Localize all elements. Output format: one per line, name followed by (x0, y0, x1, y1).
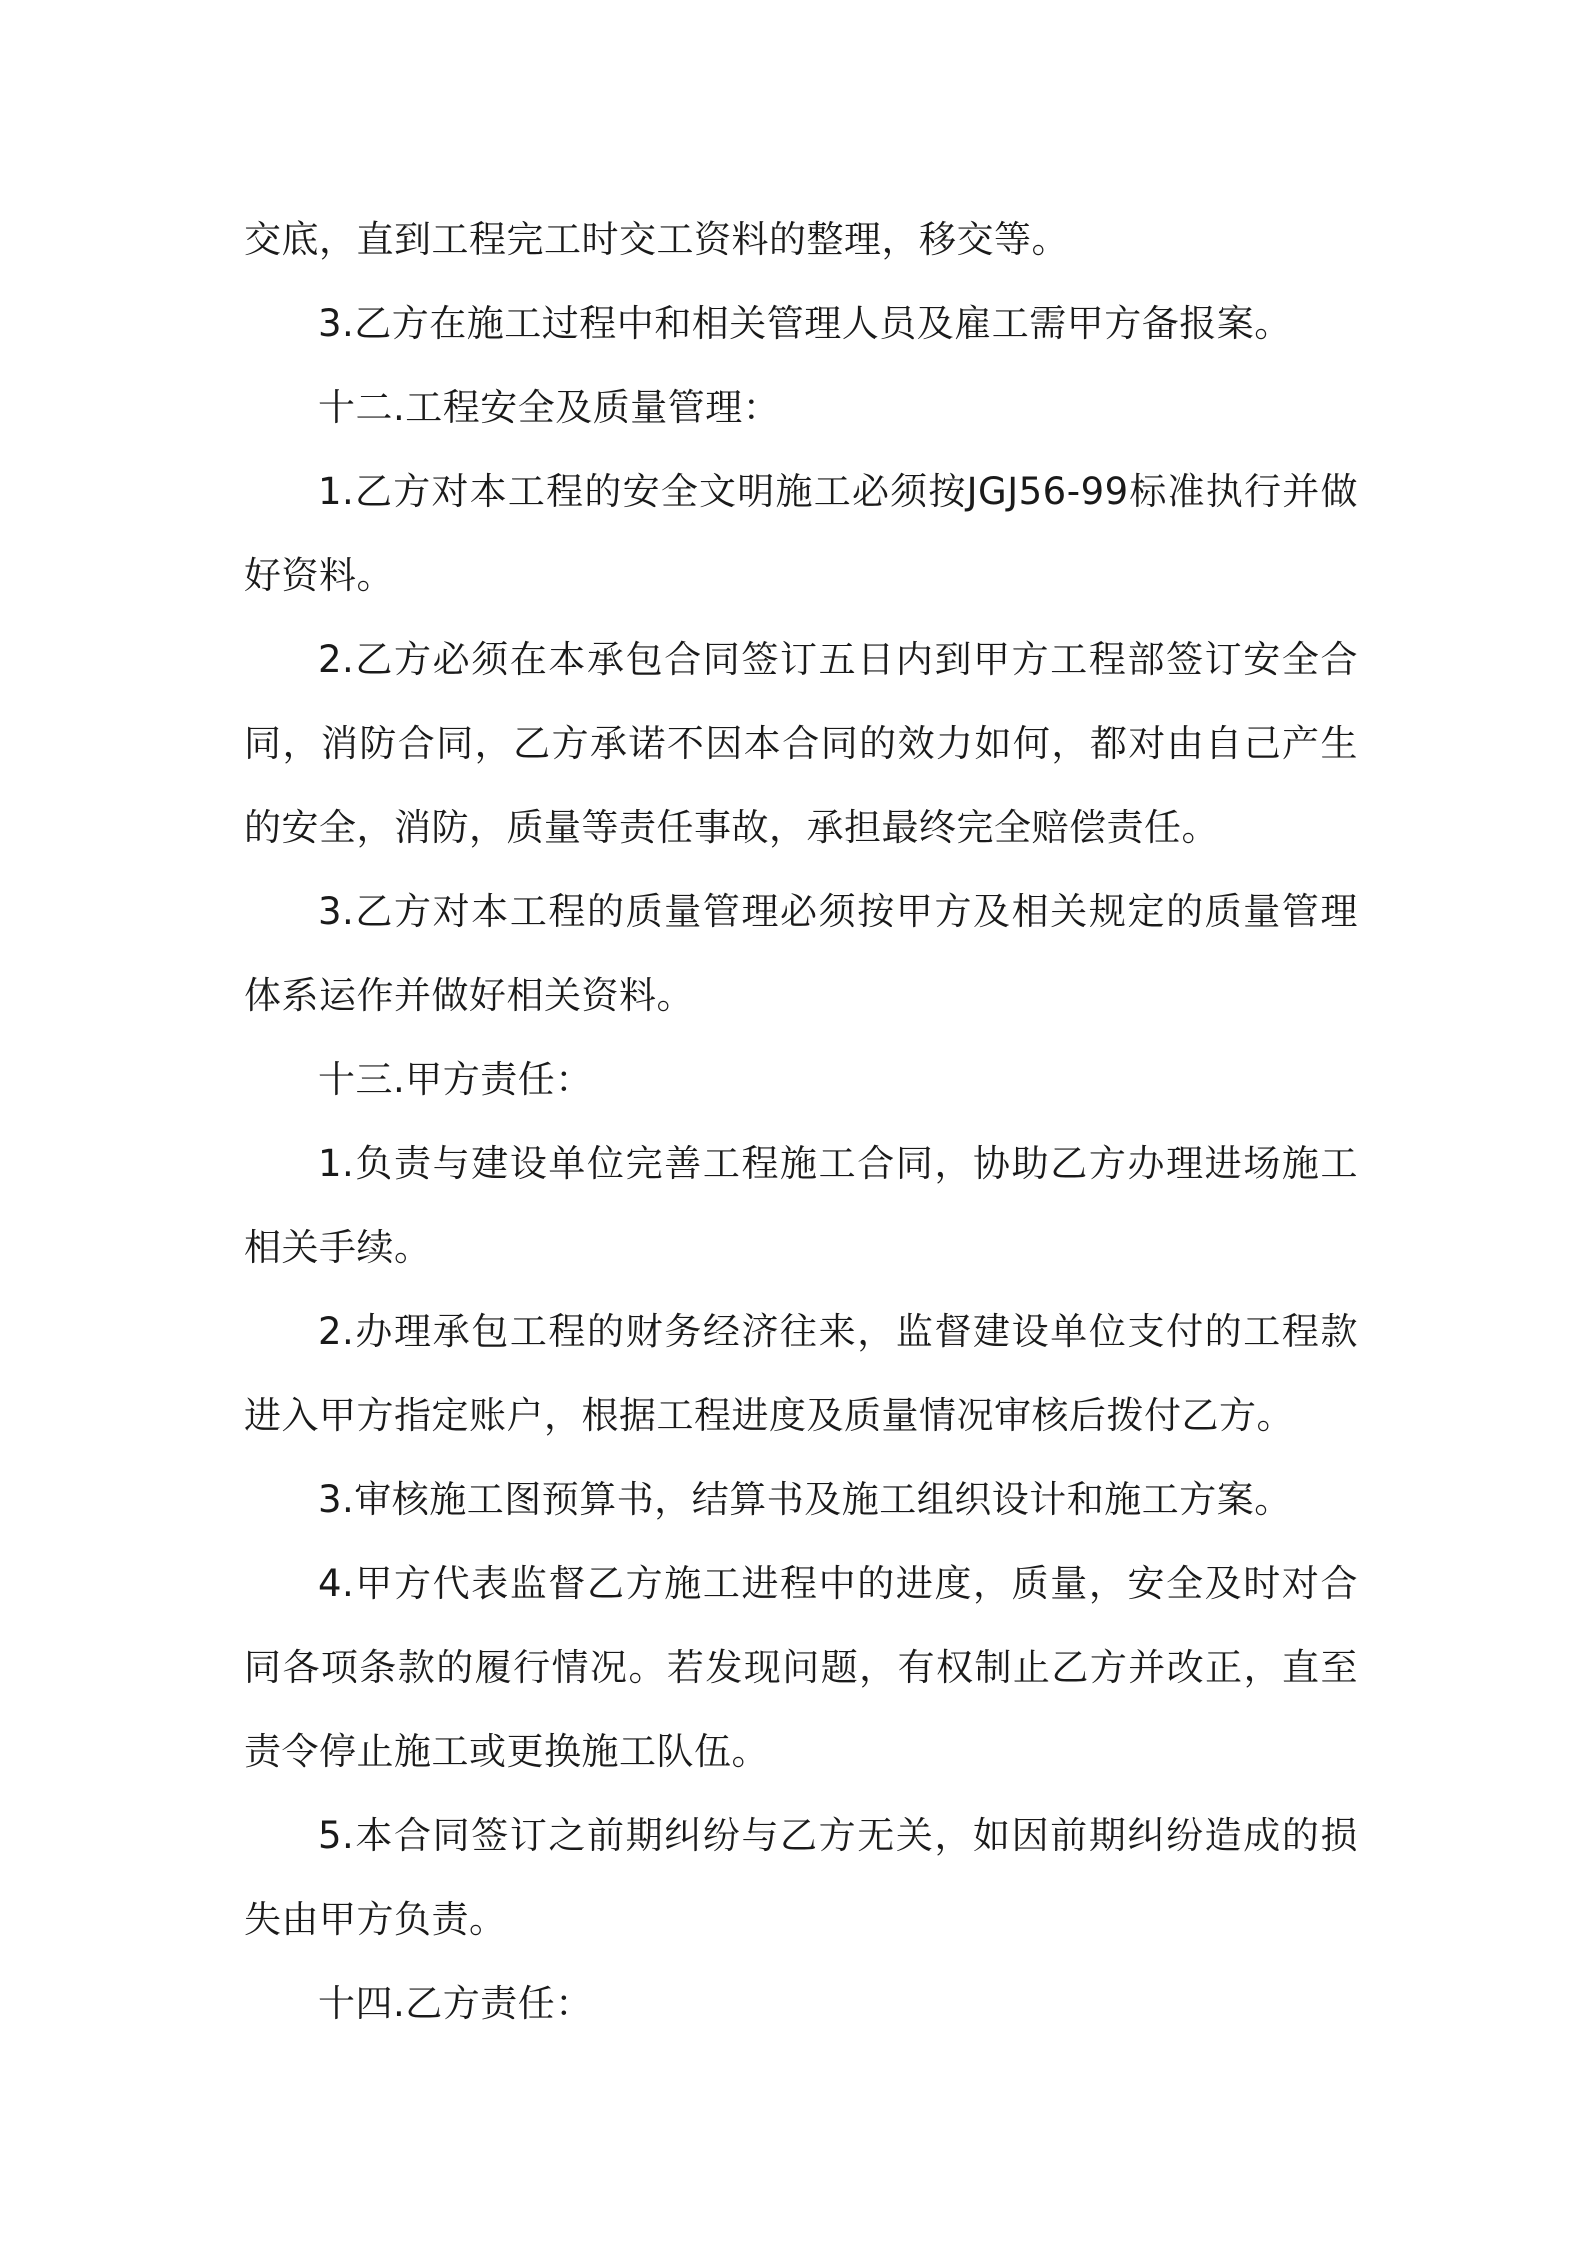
paragraph-13-1: 1.负责与建设单位完善工程施工合同，协助乙方办理进场施工相关手续。 (244, 1142, 1358, 1269)
paragraph-13-4: 4.甲方代表监督乙方施工进程中的进度，质量，安全及时对合同各项条款的履行情况。若发现问题，有权制止乙方并改正，直至责令停止施工或更换施工队伍。 (244, 1562, 1358, 1773)
section-heading-13: 十三.甲方责任： (318, 1058, 593, 1101)
paragraph-12-2: 2.乙方必须在本承包合同签订五日内到甲方工程部签订安全合同，消防合同，乙方承诺不因本合同的效力如何，都对由自己产生的安全，消防，质量等责任事故，承担最终完全赔偿责任。 (244, 638, 1358, 849)
section-heading-12: 十二.工程安全及质量管理： (318, 386, 781, 429)
paragraph-13-2: 2.办理承包工程的财务经济往来，监督建设单位支付的工程款进入甲方指定账户，根据工程进度及质量情况审核后拨付乙方。 (244, 1310, 1358, 1437)
paragraph-13-5: 5.本合同签订之前期纠纷与乙方无关，如因前期纠纷造成的损失由甲方负责。 (244, 1814, 1358, 1941)
paragraph-continuation: 交底，直到工程完工时交工资料的整理，移交等。 (244, 218, 1069, 261)
paragraph-11-3: 3.乙方在施工过程中和相关管理人员及雇工需甲方备报案。 (318, 302, 1292, 345)
document-body (244, 198, 1358, 2046)
paragraph-12-1: 1.乙方对本工程的安全文明施工必须按JGJ56-99标准执行并做好资料。 (244, 470, 1358, 597)
paragraph-13-3: 3.审核施工图预算书，结算书及施工组织设计和施工方案。 (318, 1478, 1292, 1521)
section-heading-14: 十四.乙方责任： (318, 1982, 593, 2025)
paragraph-12-3: 3.乙方对本工程的质量管理必须按甲方及相关规定的质量管理体系运作并做好相关资料。 (244, 890, 1358, 1017)
